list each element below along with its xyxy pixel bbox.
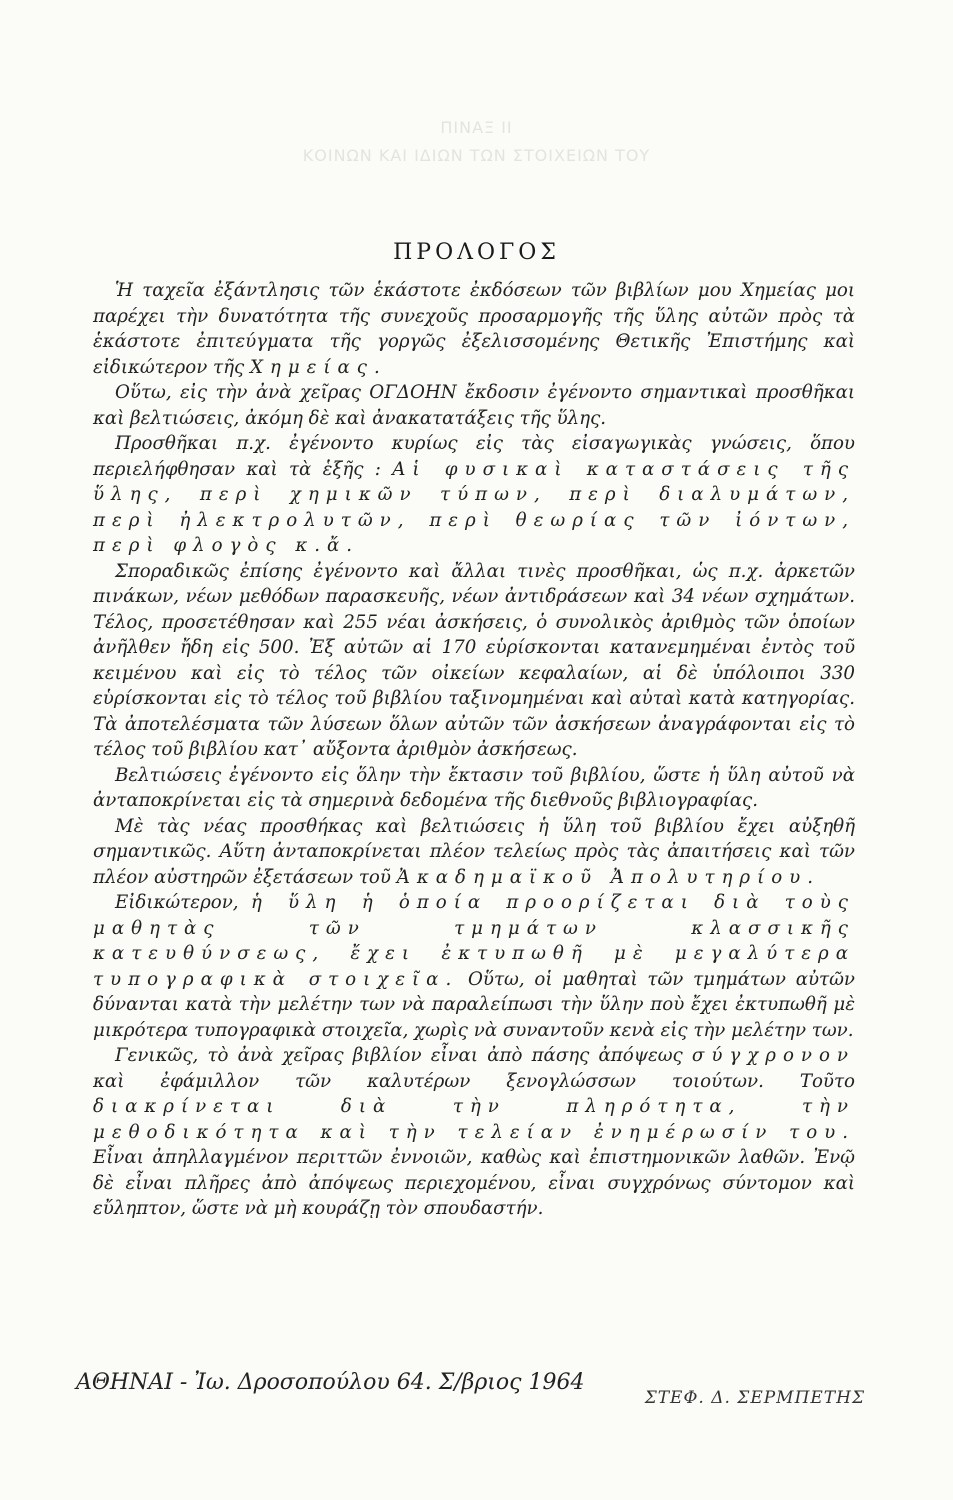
place-and-date: ΑΘΗΝΑΙ - Ἰω. Δροσοπούλου 64. Σ/βριος 1964 bbox=[76, 1370, 585, 1395]
preface-paragraph bbox=[93, 763, 855, 814]
paragraph-text: Οὕτω, εἰς τὴν ἀνὰ χεῖρας ΟΓΔΟΗΝ ἔκδοσιν ἐγένοντο σημαντικαὶ προσθῆκαι καὶ βελτιώσεις, ἀκόμη δὲ καὶ ἀνακατατάξεις τῆς ὕλης. bbox=[93, 382, 855, 429]
preface-paragraph bbox=[93, 890, 855, 1043]
paragraph-text: Μὲ τὰς νέας προσθήκας καὶ βελτιώσεις ἡ ὕλη τοῦ βιβλίου ἔχει αὐξηθῆ σημαντικῶς. Αὕτη ἀνταποκρίνεται πλέον τελείως πρὸς τὰς ἀπαιτήσεις καὶ τῶν πλέον αὐστηρῶν ἐξετάσεων τοῦ bbox=[93, 815, 855, 888]
paragraph-text: Προσθῆκαι π.χ. ἐγένοντο κυρίως εἰς τὰς εἰσαγωγικὰς γνώσεις, ὅπου περιελήφθησαν καὶ τὰ ἑξῆς : bbox=[93, 433, 855, 480]
emphasized-text: Χημείας. bbox=[249, 356, 387, 378]
paragraph-text: Ἡ ταχεῖα ἐξάντλησις τῶν ἑκάστοτε ἐκδόσεων τῶν βιβλίων μου Χημείας μοι παρέχει τὴν δυνατότητα τῆς συνεχοῦς προσαρμογῆς τῆς ὕλης αὐτῶν πρὸς τὰ ἑκάστοτε ἐπιτεύγματα τῆς γοργῶς ἐξελισσομένης Θετικῆς Ἐπιστήμης καὶ εἰδικώτερον τῆς bbox=[93, 280, 855, 378]
emphasized-text: ἡ ὕλη ἡ ὁποία προορίζεται διὰ τοὺς μαθητὰς τῶν τμημάτων κλασσικῆς κατευθύνσεως, ἔχει ἐκτυπωθῆ μὲ μεγαλύτερα τυπογραφικὰ στοιχεῖα. bbox=[93, 892, 855, 990]
emphasized-text: διακρίνεται διὰ τὴν πληρότητα, τὴν μεθοδικότητα καὶ τὴν τελείαν ἐνημέρωσίν του. bbox=[93, 1096, 855, 1143]
paragraph-text: καὶ ἐφάμιλλον τῶν καλυτέρων ξενογλώσσων τοιούτων. Τοῦτο bbox=[93, 1070, 855, 1092]
bleed-through-subheading: ΚΟΙΝΩΝ ΚΑΙ ΙΔΙΩΝ ΤΩΝ ΣΤΟΙΧΕΙΩΝ ΤΟΥ bbox=[302, 146, 651, 165]
paragraph-text: Εἶναι ἀπηλλαγμένον περιττῶν ἐννοιῶν, καθὼς καὶ ἐπιστημονικῶν λαθῶν. Ἐνῷ δὲ εἶναι πλῆρες ἀπὸ ἀπόψεως περιεχομένου, εἶναι συγχρόνως σύντομον καὶ εὔληπτον, ὥστε νὰ μὴ κουράζῃ τὸν σπουδαστήν. bbox=[93, 1147, 855, 1219]
paragraph-text: Σποραδικῶς ἐπίσης ἐγένοντο καὶ ἄλλαι τινὲς προσθῆκαι, ὡς π.χ. ἀρκετῶν πινάκων, νέων μεθόδων παρασκευῆς, νέων ἀντιδράσεων καὶ 34 νέων σχημάτων. Τέλος, προσετέθησαν καὶ 255 νέαι ἀσκήσεις, ὁ συνολικὸς ἀριθμὸς τῶν ὁποίων ἀνῆλθεν ἤδη εἰς 500. Ἐξ αὐτῶν αἱ 170 εὑρίσκονται κατανεμημέναι ἐντὸς τοῦ κειμένου καὶ εἰς τὸ τέλος τῶν οἰκείων κεφαλαίων, αἱ δὲ ὑπόλοιποι 330 εὑρίσκονται εἰς τὸ τέλος τοῦ βιβλίου ταξινομημέναι καὶ αὐταὶ κατὰ κατηγορίας. Τὰ ἀποτελέσματα τῶν λύσεων ὅλων αὐτῶν τῶν ἀσκήσεων ἀναγράφονται εἰς τὸ τέλος τοῦ βιβλίου κατ᾽ αὔξοντα ἀριθμὸν ἀσκήσεως. bbox=[93, 560, 855, 760]
bleed-through-heading: ΠΙΝΑΞ ΙΙ bbox=[440, 118, 513, 137]
emphasized-text: Ἀκαδημαϊκοῦ Ἀπολυτηρίου. bbox=[396, 866, 821, 888]
preface-paragraph bbox=[93, 431, 855, 559]
preface-paragraph bbox=[93, 814, 855, 891]
author-signature: ΣΤΕΦ. Δ. ΣΕΡΜΠΕΤΗΣ bbox=[644, 1388, 865, 1408]
page-title: ΠΡΟΛΟΓΟΣ bbox=[393, 240, 560, 265]
preface-paragraph bbox=[93, 1043, 855, 1222]
emphasized-text: Αἱ φυσικαὶ καταστάσεις τῆς ὕλης, περὶ χημικῶν τύπων, περὶ διαλυμάτων, περὶ ἠλεκτρολυτῶν, περὶ θεωρίας τῶν ἰόντων, περὶ φλογὸς κ.ἄ. bbox=[93, 458, 855, 556]
paragraph-text: Οὕτω, οἱ μαθηταὶ τῶν τμημάτων αὐτῶν δύνανται κατὰ τὴν μελέτην των νὰ παραλείπωσι τὴν ὕλην ποὺ ἔχει ἐκτυπωθῆ μὲ μικρότερα τυπογραφικὰ στοιχεῖα, χωρὶς νὰ συναντοῦν κενὰ εἰς τὴν μελέτην των. bbox=[93, 968, 855, 1041]
preface-body bbox=[93, 278, 855, 1222]
preface-paragraph bbox=[93, 278, 855, 380]
preface-paragraph bbox=[93, 380, 855, 431]
paragraph-text: Εἰδικώτερον, bbox=[115, 892, 251, 913]
paragraph-text: Βελτιώσεις ἐγένοντο εἰς ὅλην τὴν ἔκτασιν τοῦ βιβλίου, ὥστε ἡ ὕλη αὐτοῦ νὰ ἀνταποκρίνεται εἰς τὰ σημερινὰ δεδομένα τῆς διεθνοῦς βιβλιογραφίας. bbox=[93, 764, 855, 811]
paragraph-text: Γενικῶς, τὸ ἀνὰ χεῖρας βιβλίον εἶναι ἀπὸ πάσης ἀπόψεως bbox=[115, 1045, 692, 1066]
preface-paragraph bbox=[93, 559, 855, 763]
emphasized-text: σύγχρονον bbox=[691, 1045, 855, 1066]
